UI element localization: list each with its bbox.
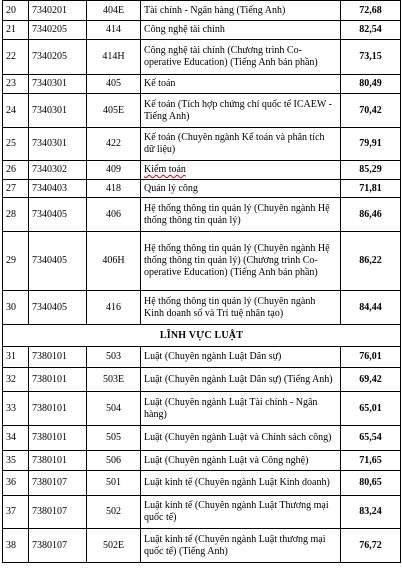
sub-code: 503 (87, 347, 141, 368)
admission-score: 71,65 (341, 451, 401, 471)
sub-code: 406H (87, 232, 141, 291)
row-number: 21 (3, 21, 29, 40)
sub-code: 504 (87, 392, 141, 426)
program-code: 7380101 (29, 392, 87, 426)
sub-code: 503E (87, 368, 141, 392)
admission-score: 84,44 (341, 291, 401, 325)
table-row (3, 291, 401, 325)
program-code: 7340301 (29, 128, 87, 161)
program-name: Luật (Chuyên ngành Luật Dân sự) (Tiếng Anh) (141, 368, 341, 392)
program-code: 7380107 (29, 529, 87, 563)
program-name: Quản lý công (141, 180, 341, 198)
row-number: 22 (3, 40, 29, 75)
program-code: 7340405 (29, 198, 87, 232)
row-number: 34 (3, 426, 29, 451)
sub-code: 405 (87, 75, 141, 94)
table-row (3, 347, 401, 368)
program-name: Luật kinh tế (Chuyên ngành Luật thương mại quốc tế) (Tiếng Anh) (141, 529, 341, 563)
row-number: 25 (3, 128, 29, 161)
program-name: Luật (Chuyên ngành Luật Tài chính - Ngân hàng) (141, 392, 341, 426)
program-code: 7340403 (29, 180, 87, 198)
row-number: 35 (3, 451, 29, 471)
row-number: 32 (3, 368, 29, 392)
program-name: Luật kinh tế (Chuyên ngành Luật Thương mại quốc tế) (141, 496, 341, 529)
row-number: 26 (3, 161, 29, 180)
table-row (3, 198, 401, 232)
admission-score: 79,91 (341, 128, 401, 161)
admission-score: 86,46 (341, 198, 401, 232)
program-name: Hệ thống thông tin quản lý (Chuyên ngành Kinh doanh số và Trí tuệ nhân tạo) (141, 291, 341, 325)
section-header-law (3, 325, 401, 347)
row-number: 36 (3, 471, 29, 496)
table-row (3, 180, 401, 198)
sub-code: 416 (87, 291, 141, 325)
sub-code: 405E (87, 94, 141, 128)
admission-score: 71,81 (341, 180, 401, 198)
row-number: 38 (3, 529, 29, 563)
spellcheck-underlined-text[interactable]: Kiểm toán (144, 164, 186, 175)
row-number: 27 (3, 180, 29, 198)
admission-score: 82,54 (341, 21, 401, 40)
program-code: 7380101 (29, 451, 87, 471)
admission-score: 73,15 (341, 40, 401, 75)
program-code: 7340301 (29, 94, 87, 128)
program-name: Luật (Chuyên ngành Luật và Công nghệ) (141, 451, 341, 471)
table-row (3, 21, 401, 40)
program-code: 7380107 (29, 471, 87, 496)
admission-score: 70,42 (341, 94, 401, 128)
program-code: 7340201 (29, 1, 87, 21)
admission-score: 80,65 (341, 471, 401, 496)
program-code: 7340405 (29, 291, 87, 325)
sub-code: 404E (87, 1, 141, 21)
table-row (3, 368, 401, 392)
admission-score: 76,01 (341, 347, 401, 368)
score-table-row-26 (3, 161, 401, 180)
score-table (2, 0, 401, 563)
admission-score: 69,42 (341, 368, 401, 392)
admission-score: 85,29 (341, 161, 401, 180)
admission-score-sheet (2, 0, 400, 563)
row-number: 29 (3, 232, 29, 291)
section-row (3, 325, 401, 347)
sub-code: 414 (87, 21, 141, 40)
table-row (3, 392, 401, 426)
row-number: 33 (3, 392, 29, 426)
sub-code: 505 (87, 426, 141, 451)
table-row (3, 496, 401, 529)
sub-code: 506 (87, 451, 141, 471)
program-name (141, 161, 341, 180)
program-code: 7380101 (29, 426, 87, 451)
program-code: 7340301 (29, 75, 87, 94)
program-name: Luật (Chuyên ngành Luật và Chính sách công) (141, 426, 341, 451)
sub-code: 501 (87, 471, 141, 496)
table-row (3, 1, 401, 21)
table-row (3, 451, 401, 471)
program-name: Kế toán (Chuyên ngành Kế toán và phân tích dữ liệu) (141, 128, 341, 161)
program-name: Hệ thống thông tin quản lý (Chuyên ngành Hệ thống thông tin quản lý) (Chương trình Co-operative Education) (Tiếng Anh bán phần) (141, 232, 341, 291)
table-row (3, 40, 401, 75)
row-number: 24 (3, 94, 29, 128)
section-title: LĨNH VỰC LUẬT (3, 325, 401, 347)
program-name: Kế toán (Tích hợp chứng chỉ quốc tế ICAEW - Tiếng Anh) (141, 94, 341, 128)
table-row (3, 94, 401, 128)
program-code: 7340302 (29, 161, 87, 180)
row-number: 28 (3, 198, 29, 232)
program-name: Công nghệ tài chính (Chương trình Co-operative Education) (Tiếng Anh bán phần) (141, 40, 341, 75)
table-row (3, 75, 401, 94)
sub-code: 502E (87, 529, 141, 563)
table-row (3, 128, 401, 161)
sub-code: 409 (87, 161, 141, 180)
program-code: 7340205 (29, 40, 87, 75)
admission-score: 76,72 (341, 529, 401, 563)
sub-code: 422 (87, 128, 141, 161)
row-number: 30 (3, 291, 29, 325)
table-row (3, 529, 401, 563)
program-name: Công nghệ tài chính (141, 21, 341, 40)
row-number: 23 (3, 75, 29, 94)
program-code: 7340405 (29, 232, 87, 291)
row-number: 20 (3, 1, 29, 21)
program-code: 7380101 (29, 368, 87, 392)
program-code: 7380107 (29, 496, 87, 529)
program-name: Tài chính - Ngân hàng (Tiếng Anh) (141, 1, 341, 21)
program-name: Hệ thống thông tin quản lý (Chuyên ngành Hệ thống thông tin quản lý) (141, 198, 341, 232)
score-table-body-law (3, 347, 401, 563)
admission-score: 80,49 (341, 75, 401, 94)
admission-score: 86,22 (341, 232, 401, 291)
table-row (3, 426, 401, 451)
sub-code: 418 (87, 180, 141, 198)
table-row (3, 232, 401, 291)
program-name: Kế toán (141, 75, 341, 94)
sub-code: 414H (87, 40, 141, 75)
program-code: 7380101 (29, 347, 87, 368)
sub-code: 502 (87, 496, 141, 529)
admission-score: 83,24 (341, 496, 401, 529)
row-number: 37 (3, 496, 29, 529)
table-row (3, 471, 401, 496)
sub-code: 406 (87, 198, 141, 232)
program-code: 7340205 (29, 21, 87, 40)
program-name: Luật kinh tế (Chuyên ngành Luật Kinh doanh) (141, 471, 341, 496)
admission-score: 65,54 (341, 426, 401, 451)
table-row (3, 161, 401, 180)
score-table-body-management (3, 180, 401, 325)
admission-score: 65,01 (341, 392, 401, 426)
admission-score: 72,68 (341, 1, 401, 21)
row-number: 31 (3, 347, 29, 368)
program-name: Luật (Chuyên ngành Luật Dân sự) (141, 347, 341, 368)
score-table-body-finance (3, 1, 401, 161)
